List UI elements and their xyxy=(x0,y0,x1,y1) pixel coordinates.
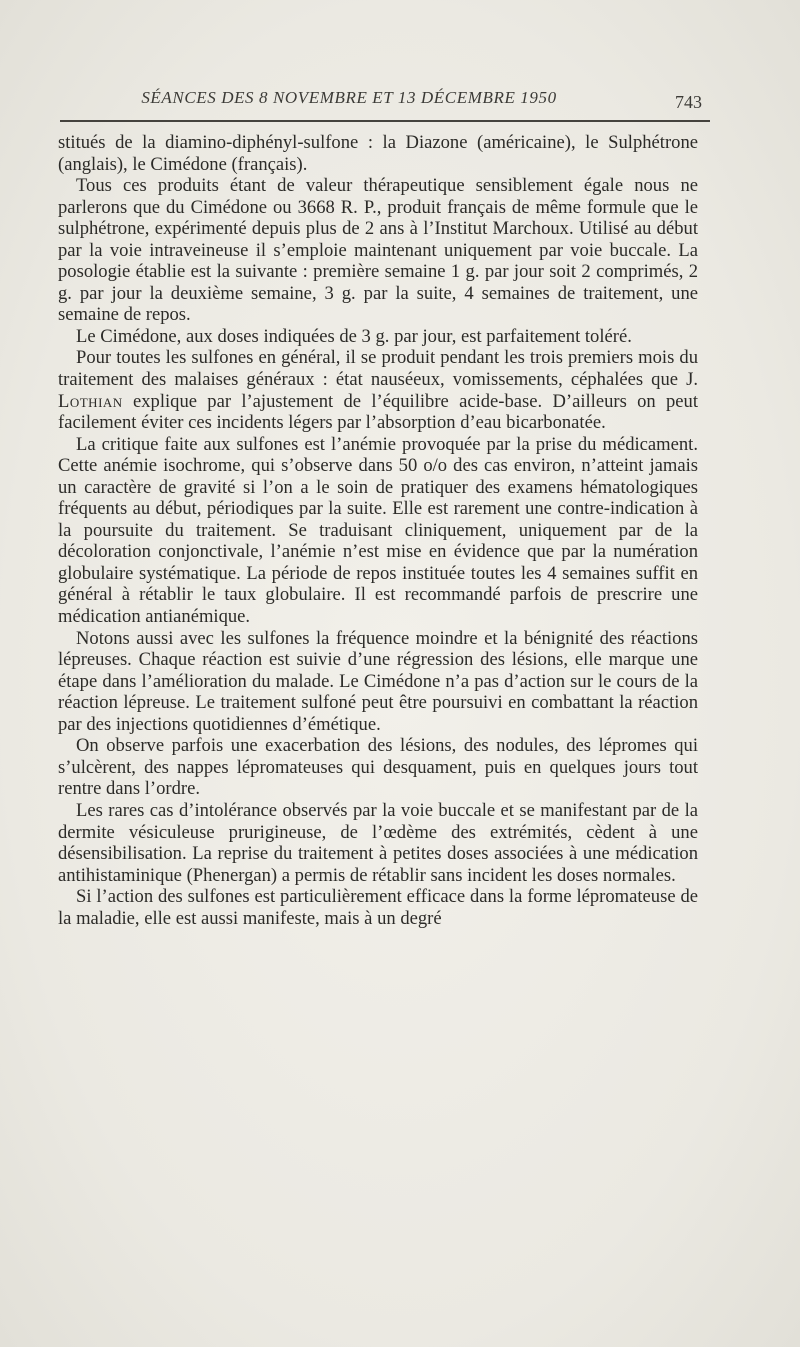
author-name: Lothian xyxy=(58,390,123,412)
page-header xyxy=(60,88,710,124)
paragraph-malaises-start: Pour toutes les sulfones en général, il se produit pendant les trois premiers mois du traitement des malaises généraux : état nauséeux, vomissements, céphalées que J. xyxy=(58,347,698,391)
running-title: SÉANCES DES 8 NOVEMBRE ET 13 DÉCEMBRE 1950 xyxy=(141,88,557,107)
paragraph-cimedone-posology: Tous ces produits étant de valeur thérapeutique sensiblement égale nous ne parlerons que du Cimédone ou 3668 R. P., produit français de même formule que le sulphétrone, expérimenté depuis plus de 2 ans à l’Institut Marchoux. Utilisé au début par la voie intraveineuse il s’emploie maintenant uniquement par voie buccale. La posologie établie est la suivante : première semaine 1 g. par jour soit 2 comprimés, 2 g. par jour la deuxième semaine, 3 g. par la suite, 4 semaines de traitement, une semaine de repos. xyxy=(58,175,698,326)
paragraph-malaises xyxy=(58,347,698,433)
header-rule xyxy=(60,120,710,122)
paragraph-reactions-lepreuses: Notons aussi avec les sulfones la fréquence moindre et la bénignité des réactions lépreuses. Chaque réaction est suivie d’une régression des lésions, elle marque une étape dans l’amélioration du malade. Le Cimédone n’a pas d’action sur le cours de la réaction lépreuse. Le traitement sulfoné peut être poursuivi en combattant la réaction par des injections quotidiennes d’émétique. xyxy=(58,627,698,735)
paragraph-continuation: stitués de la diamino-diphényl-sulfone : la Diazone (américaine), le Sulphétrone (anglais), le Cimédone (français). xyxy=(58,132,698,175)
paragraph-malaises-end: explique par l’ajustement de l’équilibre acide-base. D’ailleurs on peut facilement éviter ces incidents légers par l’absorption d’eau bicarbonatée. xyxy=(58,390,698,434)
paragraph-tolerance: Le Cimédone, aux doses indiquées de 3 g. par jour, est parfaitement toléré. xyxy=(76,325,632,347)
body-text xyxy=(58,132,698,929)
paragraph-exacerbation: On observe parfois une exacerbation des lésions, des nodules, des lépromes qui s’ulcèrent, des nappes lépromateuses qui desquament, puis en quelques jours tout rentre dans l’ordre. xyxy=(58,735,698,800)
paragraph-intolerance: Les rares cas d’intolérance observés par la voie buccale et se manifestant par de la dermite vésiculeuse prurigineuse, de l’œdème des extrémités, cèdent à une désensibilisation. La reprise du traitement à petites doses associées à une médication antihistaminique (Phenergan) a permis de rétablir sans incident les doses normales. xyxy=(58,799,698,886)
page-number: 743 xyxy=(675,92,702,112)
paragraph-anemie: La critique faite aux sulfones est l’anémie provoquée par la prise du médicament. Cette anémie isochrome, qui s’observe dans 50 o/o des cas environ, n’atteint jamais un caractère de gravité si l’on a le soin de pratiquer des examens hématologiques fréquents au début, périodiques par la suite. Elle est rarement une contre-indication à la poursuite du traitement. Se traduisant cliniquement, uniquement par de la décoloration conjonctivale, l’anémie n’est mise en évidence que par la numération globulaire systématique. La période de repos instituée toutes les 4 semaines suffit en général à rétablir le taux globulaire. Il est recommandé parfois de prescrire une médication antianémique. xyxy=(58,433,698,628)
paragraph-forme-lepromateuse: Si l’action des sulfones est particulièrement efficace dans la forme lépromateuse de la maladie, elle est aussi manifeste, mais à un degré xyxy=(58,886,698,929)
